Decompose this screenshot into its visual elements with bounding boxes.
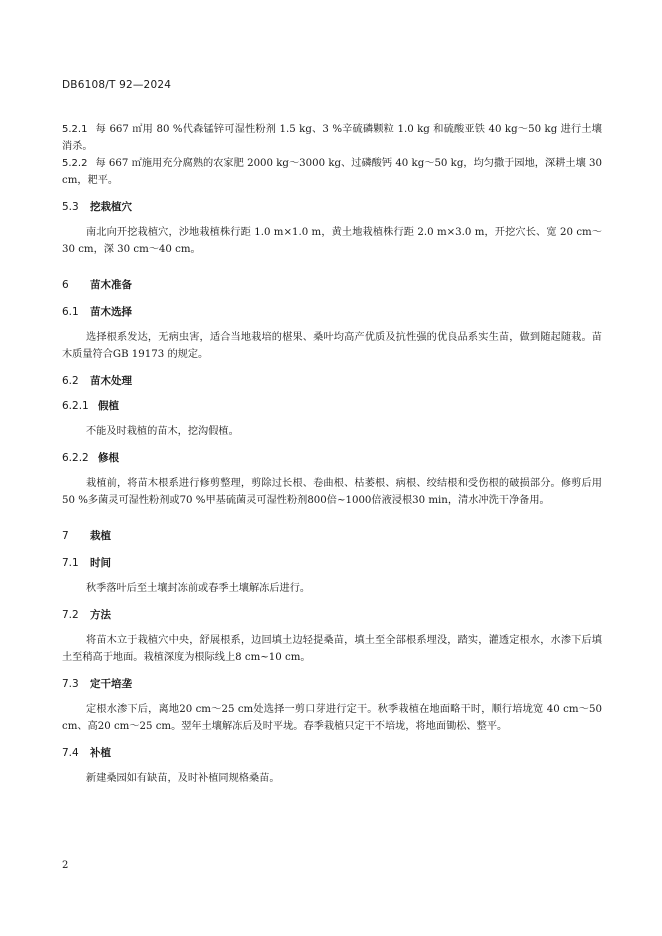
section-title: 定干培垄 — [90, 678, 132, 690]
section-heading-6-2-1 — [62, 398, 602, 413]
section-heading-5-3 — [62, 199, 602, 214]
clause-5-2-2 — [62, 155, 602, 189]
section-title: 补植 — [90, 747, 111, 759]
section-number: 6.2.1 — [62, 400, 89, 412]
section-heading-7-2 — [62, 607, 602, 622]
section-number: 7.3 — [62, 678, 79, 690]
section-number: 6.1 — [62, 306, 79, 318]
clause-number: 5.2.2 — [62, 158, 88, 169]
paragraph-7-4: 新建桑园如有缺苗，及时补植同规格桑苗。 — [86, 773, 280, 784]
section-number: 7 — [62, 530, 69, 542]
clause-text: 每 667 ㎡施用充分腐熟的农家肥 2000 kg～3000 kg、过磷酸钙 40 kg～50 kg，均匀撒于园地，深耕土壤 30 cm，耙平。 — [62, 158, 602, 186]
section-title: 苗木准备 — [90, 279, 132, 291]
section-heading-6-2 — [62, 373, 602, 388]
paragraph-7-1: 秋季落叶后至土壤封冻前或春季土壤解冻后进行。 — [86, 583, 311, 594]
section-heading-6-1 — [62, 304, 602, 319]
section-number: 7.2 — [62, 609, 79, 621]
section-number: 7.1 — [62, 557, 79, 569]
paragraph-7-3: 定根水渗下后，离地20 cm～25 cm处选择一剪口芽进行定干。秋季栽植在地面略干时，顺行培垅宽 40 cm～50 cm、高20 cm～25 cm。翌年土壤解冻后及时平垅。春季栽植只定干不培垅，将地面锄松、整平。 — [62, 704, 602, 732]
clause-number: 5.2.1 — [62, 124, 88, 135]
section-title: 修根 — [98, 452, 119, 464]
section-number: 6.2 — [62, 375, 79, 387]
section-number: 6.2.2 — [62, 452, 89, 464]
page-number: 2 — [62, 860, 69, 871]
section-title: 时间 — [90, 557, 111, 569]
section-heading-7-1 — [62, 555, 602, 570]
section-heading-7-4 — [62, 745, 602, 760]
section-heading-6 — [62, 277, 602, 292]
section-title: 栽植 — [90, 530, 111, 542]
section-heading-6-2-2 — [62, 450, 602, 465]
section-heading-7 — [62, 528, 602, 543]
paragraph-7-2: 将苗木立于栽植穴中央，舒展根系，边回填土边轻提桑苗，填土至全部根系埋没，踏实，灌透定根水，水渗下后填土至稍高于地面。栽植深度为根际线上8 cm~10 cm。 — [62, 635, 602, 663]
section-title: 方法 — [90, 609, 111, 621]
paragraph-6-1: 选择根系发达，无病虫害，适合当地栽培的椹果、桑叶均高产优质及抗性强的优良品系实生苗，做到随起随栽。苗木质量符合GB 19173 的规定。 — [62, 332, 602, 360]
clause-text: 每 667 ㎡用 80 %代森锰锌可湿性粉剂 1.5 kg、3 %辛硫磷颗粒 1.0 kg 和硫酸亚铁 40 kg～50 kg 进行土壤消杀。 — [62, 124, 602, 152]
paragraph-5-3: 南北向开挖栽植穴，沙地栽植株行距 1.0 m×1.0 m，黄土地栽植株行距 2.0 m×3.0 m，开挖穴长、宽 20 cm～30 cm，深 30 cm～40 cm。 — [62, 227, 602, 255]
clause-5-2-1 — [62, 121, 602, 155]
section-number: 7.4 — [62, 747, 79, 759]
section-title: 挖栽植穴 — [90, 201, 132, 213]
document-code: DB6108/T 92—2024 — [62, 79, 172, 91]
section-number: 5.3 — [62, 201, 79, 213]
section-heading-7-3 — [62, 676, 602, 691]
paragraph-6-2-2: 栽植前，将苗木根系进行修剪整理，剪除过长根、卷曲根、枯萎根、病根、绞结根和受伤根的破损部分。修剪后用50 %多菌灵可湿性粉剂或70 %甲基硫菌灵可湿性粉剂800倍~1000倍液浸根30 min，清水冲洗干净备用。 — [62, 478, 602, 506]
section-number: 6 — [62, 279, 69, 291]
section-title: 苗木选择 — [90, 306, 132, 318]
section-title: 假植 — [98, 400, 119, 412]
document-body — [62, 121, 602, 787]
section-title: 苗木处理 — [90, 375, 132, 387]
paragraph-6-2-1: 不能及时栽植的苗木，挖沟假植。 — [86, 426, 239, 437]
